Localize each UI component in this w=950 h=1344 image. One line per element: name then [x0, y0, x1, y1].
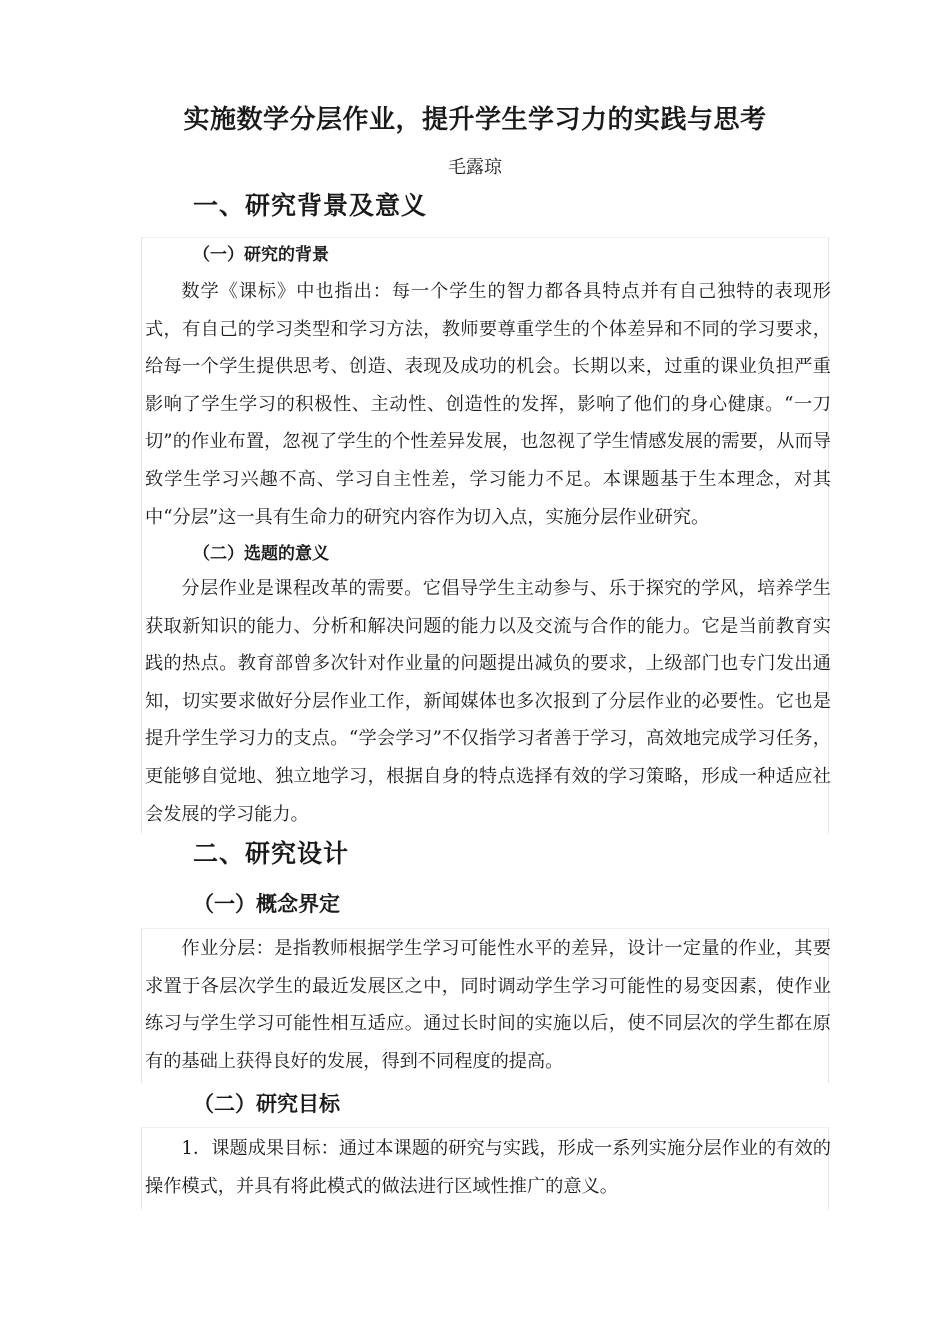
subsection-heading-concept-definition: （一）概念界定: [193, 892, 340, 916]
document-title: 实施数学分层作业，提升学生学习力的实践与思考: [183, 105, 767, 135]
section-heading-research-design: 二、研究设计: [193, 839, 350, 868]
paragraph-research-goals: 1．课题成果目标：通过本课题的研究与实践，形成一系列实施分层作业的有效的操作模式，并具有将此模式的做法进行区域性推广的意义。: [145, 1138, 831, 1197]
subsection-heading-research-goals: （二）研究目标: [193, 1092, 340, 1116]
subsection-heading-research-background: （一）研究的背景: [193, 245, 329, 265]
paragraph-topic-significance: 分层作业是课程改革的需要。它倡导学生主动参与、乐于探究的学风，培养学生获取新知识的能力、分析和解决问题的能力以及交流与合作的能力。它是当前教育实践的热点。教育部曾多次针对作业量的问题提出减负的要求，上级部门也专门发出通知，切实要求做好分层作业工作，新闻媒体也多次报到了分层作业的必要性。它也是提升学生学习力的支点。“学会学习”不仅指学习者善于学习，高效地完成学习任务，更能够自觉地、独立地学习，根据自身的特点选择有效的学习策略，形成一种适应社会发展的学习能力。: [145, 578, 831, 825]
author-name: 毛露琼: [448, 157, 502, 178]
section-heading-background: 一、研究背景及意义: [193, 191, 428, 220]
subsection-heading-topic-significance: （二）选题的意义: [193, 544, 329, 564]
paragraph-research-background: 数学《课标》中也指出：每一个学生的智力都各具特点并有自己独特的表现形式，有自己的学习类型和学习方法，教师要尊重学生的个体差异和不同的学习要求，给每一个学生提供思考、创造、表现及成功的机会。长期以来，过重的课业负担严重影响了学生学习的积极性、主动性、创造性的发挥，影响了他们的身心健康。“一刀切”的作业布置，忽视了学生的个性差异发展，也忽视了学生情感发展的需要，从而导致学生学习兴趣不高、学习自主性差，学习能力不足。本课题基于生本理念，对其中“分层”这一具有生命力的研究内容作为切入点，实施分层作业研究。: [145, 281, 831, 528]
paragraph-concept-definition: 作业分层：是指教师根据学生学习可能性水平的差异，设计一定量的作业，其要求置于各层次学生的最近发展区之中，同时调动学生学习可能性的易变因素，使作业练习与学生学习可能性相互适应。通过长时间的实施以后，使不同层次的学生都在原有的基础上获得良好的发展，得到不同程度的提高。: [145, 938, 831, 1072]
